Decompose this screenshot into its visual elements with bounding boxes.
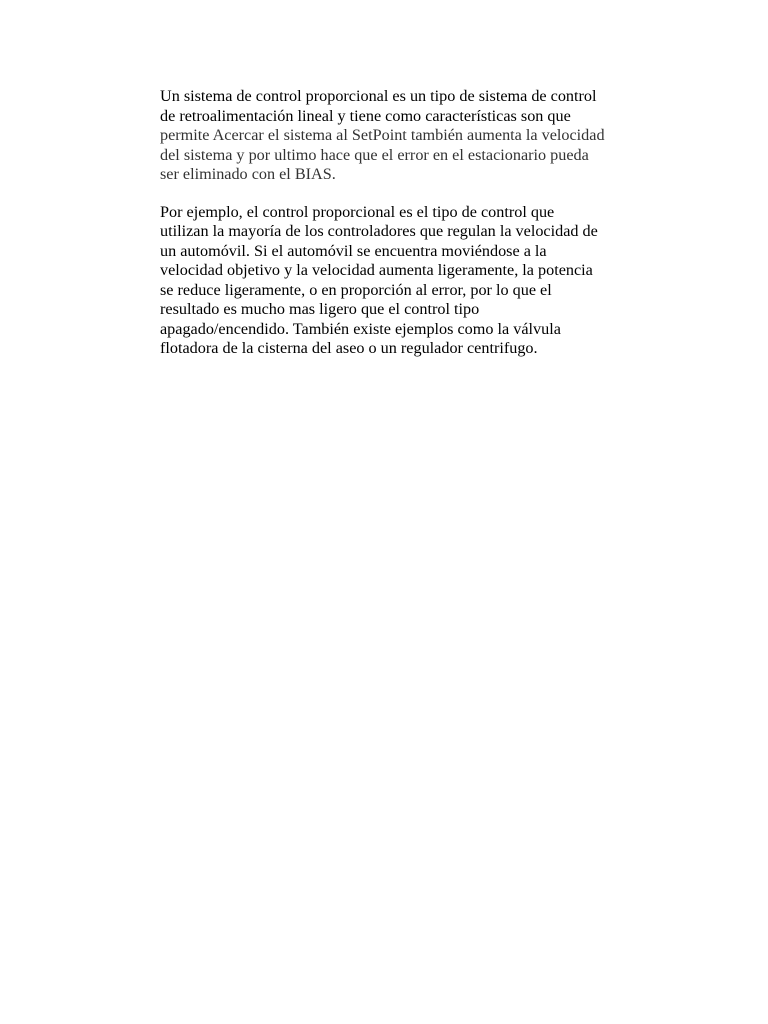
paragraph-1 — [160, 87, 660, 185]
text-line: se reduce ligeramente, o en proporción al error, por lo que el — [160, 280, 552, 299]
document-body — [160, 87, 660, 377]
text-line: Por ejemplo, el control proporcional es el tipo de control que — [160, 202, 555, 221]
text-line: un automóvil. Si el automóvil se encuentra moviéndose a la — [160, 241, 547, 260]
text-line: de retroalimentación lineal y tiene como características son que — [160, 106, 571, 125]
text-line: apagado/encendido. También existe ejemplos como la válvula — [160, 319, 561, 338]
text-line: utilizan la mayoría de los controladores que regulan la velocidad de — [160, 222, 598, 240]
paragraph-2 — [160, 203, 660, 359]
text-line: del sistema y por ultimo hace que el error en el estacionario pueda — [160, 145, 589, 164]
text-line: resultado es mucho mas ligero que el control tipo — [160, 300, 480, 318]
text-line: velocidad objetivo y la velocidad aumenta ligeramente, la potencia — [160, 261, 593, 279]
text-line: permite Acercar el sistema al SetPoint también aumenta la velocidad — [160, 126, 605, 144]
text-line: flotadora de la cisterna del aseo o un regulador centrifugo. — [160, 339, 538, 357]
text-line: ser eliminado con el BIAS. — [160, 165, 336, 183]
text-line: Un sistema de control proporcional es un tipo de sistema de control — [160, 87, 597, 105]
